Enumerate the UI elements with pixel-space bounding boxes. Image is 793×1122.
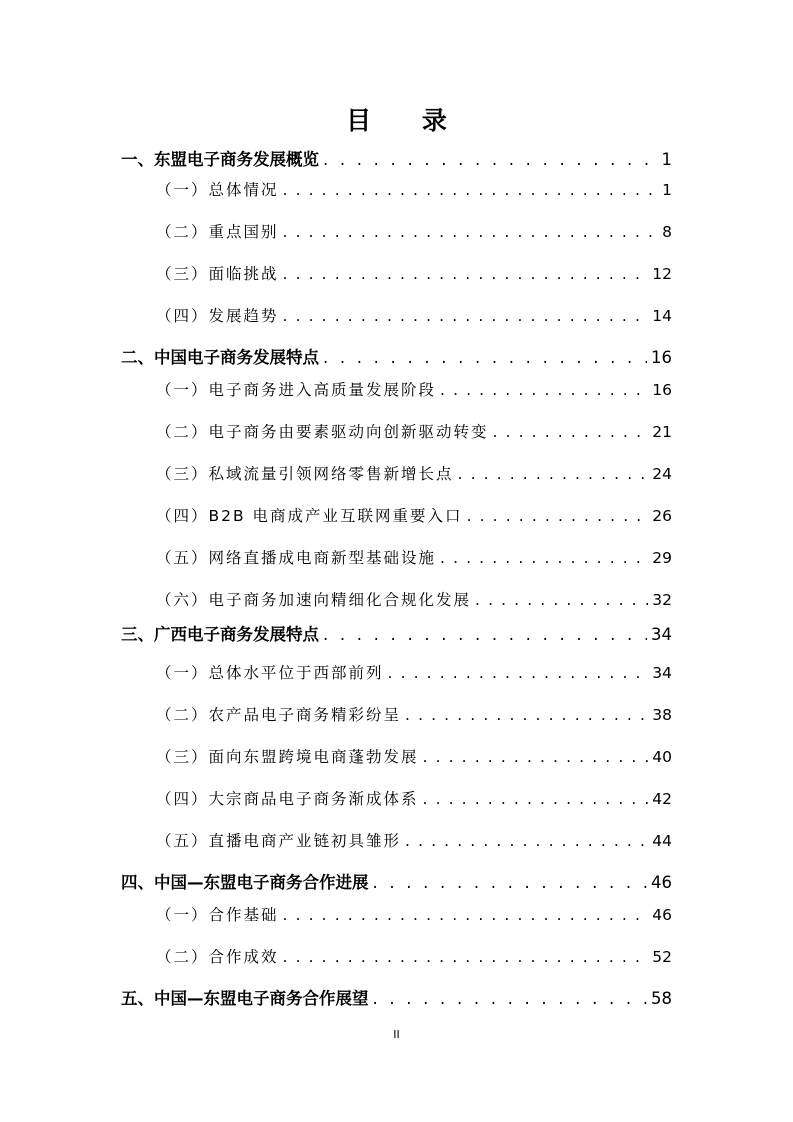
toc-dot-leader <box>283 223 659 241</box>
toc-entry-page: 12 <box>652 265 672 283</box>
page-title: 目 录 <box>346 106 468 135</box>
toc-entry-page: 38 <box>652 706 672 724</box>
toc-chapter-entry[interactable] <box>121 869 672 893</box>
toc-entry-page: 16 <box>651 348 672 367</box>
toc-entry-title: 四、中国—东盟电子商务合作进展 <box>121 873 369 892</box>
toc-entry-title: 二、中国电子商务发展特点 <box>121 348 319 367</box>
toc-entry-page: 1 <box>661 150 672 169</box>
toc-entry-title: 三、广西电子商务发展特点 <box>121 625 319 644</box>
toc-entry-page: 24 <box>652 465 672 483</box>
toc-entry-title: （四）发展趋势 <box>156 307 279 325</box>
toc-section-entry[interactable] <box>121 703 672 725</box>
toc-dot-leader <box>283 948 649 966</box>
toc-entry-page: 34 <box>652 664 672 682</box>
toc-entry-title: （二）农产品电子商务精彩纷呈 <box>156 706 402 724</box>
toc-entry-title: 五、中国—东盟电子商务合作展望 <box>121 989 369 1008</box>
toc-section-entry[interactable] <box>121 903 672 925</box>
toc-dot-leader <box>467 507 649 525</box>
toc-dot-leader <box>283 307 649 325</box>
toc-dot-leader <box>388 664 649 682</box>
toc-entry-title: （五）网络直播成电商新型基础设施 <box>156 549 437 567</box>
toc-entry-title: （六）电子商务加速向精细化合规化发展 <box>156 591 472 609</box>
toc-dot-leader <box>493 423 649 441</box>
toc-entry-page: 14 <box>652 307 672 325</box>
toc-entry-page: 26 <box>652 507 672 525</box>
toc-section-entry[interactable] <box>121 462 672 484</box>
toc-section-entry[interactable] <box>121 262 672 284</box>
toc-entry-page: 46 <box>652 906 672 924</box>
toc-entry-title: （三）面向东盟跨境电商蓬勃发展 <box>156 748 419 766</box>
toc-entry-title: （一）总体情况 <box>156 181 279 199</box>
toc-dot-leader <box>283 265 649 283</box>
toc-entry-page: 32 <box>652 591 672 609</box>
toc-section-entry[interactable] <box>121 304 672 326</box>
toc-section-entry[interactable] <box>121 178 672 200</box>
toc-section-entry[interactable] <box>121 588 672 610</box>
toc-entry-page: 21 <box>652 423 672 441</box>
toc-dot-leader <box>423 790 649 808</box>
toc-chapter-entry[interactable] <box>121 146 672 170</box>
toc-chapter-entry[interactable] <box>121 621 672 645</box>
toc-dot-leader <box>475 591 648 609</box>
toc-entry-page: 8 <box>662 223 672 241</box>
toc-entry-title: （一）总体水平位于西部前列 <box>156 664 384 682</box>
toc-dot-leader <box>373 989 648 1008</box>
toc-section-entry[interactable] <box>121 420 672 442</box>
toc-dot-leader <box>283 906 649 924</box>
toc-entry-title: 一、东盟电子商务发展概览 <box>121 150 319 169</box>
toc-entry-page: 16 <box>652 381 672 399</box>
toc-entry-page: 29 <box>652 549 672 567</box>
toc-section-entry[interactable] <box>121 504 672 526</box>
toc-entry-page: 46 <box>651 873 672 892</box>
toc-dot-leader <box>423 748 649 766</box>
toc-entry-title: （二）重点国别 <box>156 223 279 241</box>
toc-entry-page: 34 <box>651 625 672 644</box>
toc-entry-title: （三）私域流量引领网络零售新增长点 <box>156 465 454 483</box>
toc-section-entry[interactable] <box>121 787 672 809</box>
toc-dot-leader <box>405 706 648 724</box>
toc-entry-page: 58 <box>651 989 672 1008</box>
toc-dot-leader <box>440 381 648 399</box>
toc-entry-page: 52 <box>652 948 672 966</box>
toc-entry-title: （四）大宗商品电子商务渐成体系 <box>156 790 419 808</box>
toc-dot-leader <box>440 549 648 567</box>
toc-entry-title: （二）电子商务由要素驱动向创新驱动转变 <box>156 423 489 441</box>
toc-entry-title: （五）直播电商产业链初具雏形 <box>156 832 402 850</box>
toc-entry-title: （四）B2B 电商成产业互联网重要入口 <box>156 507 463 525</box>
toc-entry-page: 40 <box>652 748 672 766</box>
toc-entry-title: （三）面临挑战 <box>156 265 279 283</box>
toc-dot-leader <box>373 873 648 892</box>
toc-chapter-entry[interactable] <box>121 344 672 368</box>
toc-entry-page: 42 <box>652 790 672 808</box>
toc-section-entry[interactable] <box>121 220 672 242</box>
toc-section-entry[interactable] <box>121 378 672 400</box>
toc-entry-title: （二）合作成效 <box>156 948 279 966</box>
toc-chapter-entry[interactable] <box>121 985 672 1009</box>
toc-entry-page: 1 <box>662 181 672 199</box>
toc-section-entry[interactable] <box>121 829 672 851</box>
toc-dot-leader <box>323 625 647 644</box>
toc-entry-title: （一）电子商务进入高质量发展阶段 <box>156 381 437 399</box>
toc-dot-leader <box>323 150 658 169</box>
toc-section-entry[interactable] <box>121 745 672 767</box>
toc-entry-page: 44 <box>652 832 672 850</box>
toc-dot-leader <box>458 465 649 483</box>
toc-dot-leader <box>323 348 647 367</box>
page-number: II <box>393 1028 400 1041</box>
toc-entry-title: （一）合作基础 <box>156 906 279 924</box>
toc-section-entry[interactable] <box>121 661 672 683</box>
toc-section-entry[interactable] <box>121 945 672 967</box>
toc-dot-leader <box>405 832 648 850</box>
toc-dot-leader <box>283 181 659 199</box>
toc-section-entry[interactable] <box>121 546 672 568</box>
